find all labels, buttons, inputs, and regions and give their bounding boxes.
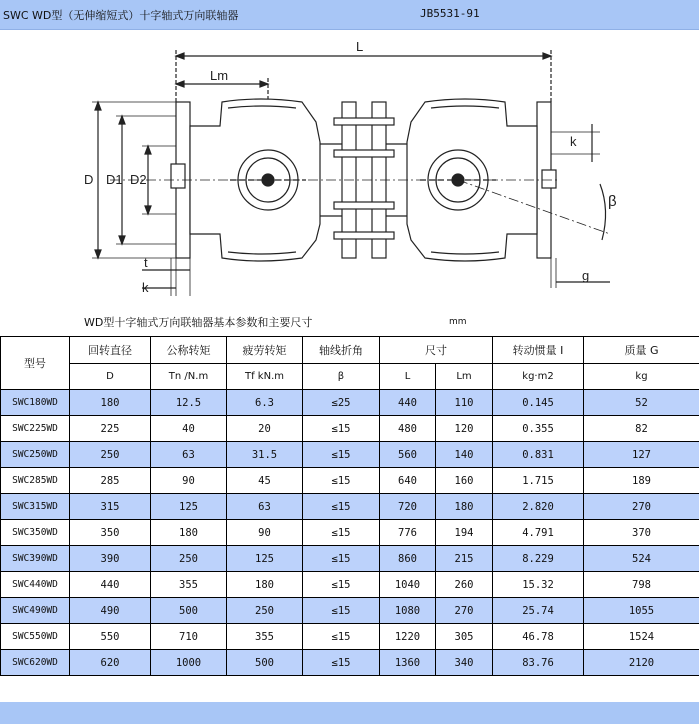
header-torque: 公称转矩 xyxy=(151,337,227,364)
table-caption: WD型十字轴式万向联轴器基本参数和主要尺寸 xyxy=(84,316,313,329)
value-cell: 1080 xyxy=(380,598,436,624)
model-cell: SWC350WD xyxy=(1,520,70,546)
value-cell: 440 xyxy=(70,572,151,598)
label-t: t xyxy=(144,255,148,270)
value-cell: 355 xyxy=(227,624,303,650)
table-row xyxy=(1,650,699,676)
value-cell: 20 xyxy=(227,416,303,442)
value-cell: 63 xyxy=(151,442,227,468)
header-fatigue-unit: Tf kN.m xyxy=(227,364,303,390)
arrow-icon xyxy=(543,53,551,59)
spec-table-body xyxy=(1,390,699,676)
value-cell: ≤15 xyxy=(303,650,380,676)
value-cell: 315 xyxy=(70,494,151,520)
value-cell: ≤15 xyxy=(303,416,380,442)
coupling-drawing xyxy=(70,34,630,300)
table-row xyxy=(1,390,699,416)
value-cell: 350 xyxy=(70,520,151,546)
header-fatigue: 疲劳转矩 xyxy=(227,337,303,364)
value-cell: ≤15 xyxy=(303,546,380,572)
coupling-diagram xyxy=(70,34,630,300)
value-cell: 550 xyxy=(70,624,151,650)
value-cell: ≤15 xyxy=(303,624,380,650)
value-cell: 52 xyxy=(584,390,699,416)
header-model: 型号 xyxy=(1,337,70,390)
value-cell: 285 xyxy=(70,468,151,494)
value-cell: 270 xyxy=(436,598,493,624)
label-k-right: k xyxy=(570,134,577,149)
model-cell: SWC180WD xyxy=(1,390,70,416)
value-cell: 560 xyxy=(380,442,436,468)
value-cell: 860 xyxy=(380,546,436,572)
value-cell: 180 xyxy=(151,520,227,546)
value-cell: 480 xyxy=(380,416,436,442)
value-cell: 1000 xyxy=(151,650,227,676)
value-cell: 524 xyxy=(584,546,699,572)
value-cell: ≤15 xyxy=(303,442,380,468)
header-rot-dia-unit: D xyxy=(70,364,151,390)
value-cell: 250 xyxy=(151,546,227,572)
table-row xyxy=(1,546,699,572)
value-cell: 250 xyxy=(227,598,303,624)
table-row xyxy=(1,416,699,442)
value-cell: 194 xyxy=(436,520,493,546)
value-cell: 125 xyxy=(151,494,227,520)
header-mass-unit: kg xyxy=(584,364,699,390)
value-cell: 0.355 xyxy=(493,416,584,442)
value-cell: 720 xyxy=(380,494,436,520)
model-cell: SWC620WD xyxy=(1,650,70,676)
header-size-L: L xyxy=(380,364,436,390)
value-cell: 31.5 xyxy=(227,442,303,468)
label-D2: D2 xyxy=(130,172,147,187)
value-cell: 2120 xyxy=(584,650,699,676)
value-cell: 390 xyxy=(70,546,151,572)
value-cell: 0.145 xyxy=(493,390,584,416)
value-cell: ≤15 xyxy=(303,468,380,494)
value-cell: 40 xyxy=(151,416,227,442)
value-cell: 15.32 xyxy=(493,572,584,598)
value-cell: 1055 xyxy=(584,598,699,624)
value-cell: 1360 xyxy=(380,650,436,676)
value-cell: 0.831 xyxy=(493,442,584,468)
value-cell: 1.715 xyxy=(493,468,584,494)
header-angle: 轴线折角 xyxy=(303,337,380,364)
header-size: 尺寸 xyxy=(380,337,493,364)
value-cell: 180 xyxy=(70,390,151,416)
value-cell: 90 xyxy=(227,520,303,546)
value-cell: 110 xyxy=(436,390,493,416)
value-cell: 12.5 xyxy=(151,390,227,416)
value-cell: 620 xyxy=(70,650,151,676)
value-cell: 4.791 xyxy=(493,520,584,546)
value-cell: ≤15 xyxy=(303,572,380,598)
table-row xyxy=(1,572,699,598)
value-cell: 25.74 xyxy=(493,598,584,624)
table-row xyxy=(1,468,699,494)
value-cell: ≤15 xyxy=(303,520,380,546)
table-row xyxy=(1,598,699,624)
header-size-Lm: Lm xyxy=(436,364,493,390)
value-cell: 500 xyxy=(227,650,303,676)
label-D: D xyxy=(84,172,94,187)
arrow-icon xyxy=(176,53,184,59)
value-cell: 490 xyxy=(70,598,151,624)
value-cell: 180 xyxy=(227,572,303,598)
value-cell: 90 xyxy=(151,468,227,494)
label-g: g xyxy=(582,268,590,283)
title-bar xyxy=(0,0,699,30)
value-cell: ≤25 xyxy=(303,390,380,416)
value-cell: 1220 xyxy=(380,624,436,650)
value-cell: 1040 xyxy=(380,572,436,598)
value-cell: 140 xyxy=(436,442,493,468)
value-cell: 83.76 xyxy=(493,650,584,676)
table-row xyxy=(1,624,699,650)
model-cell: SWC285WD xyxy=(1,468,70,494)
value-cell: 270 xyxy=(584,494,699,520)
value-cell: 215 xyxy=(436,546,493,572)
value-cell: 225 xyxy=(70,416,151,442)
model-cell: SWC250WD xyxy=(1,442,70,468)
label-Lm: Lm xyxy=(210,68,229,83)
footer-bar xyxy=(0,702,699,724)
label-k-left: k xyxy=(142,280,149,295)
table-row xyxy=(1,494,699,520)
label-beta: β xyxy=(608,193,617,210)
value-cell: 370 xyxy=(584,520,699,546)
value-cell: 710 xyxy=(151,624,227,650)
header-inertia: 转动惯量 I xyxy=(493,337,584,364)
value-cell: 180 xyxy=(436,494,493,520)
value-cell: 776 xyxy=(380,520,436,546)
model-cell: SWC225WD xyxy=(1,416,70,442)
value-cell: 340 xyxy=(436,650,493,676)
model-cell: SWC440WD xyxy=(1,572,70,598)
value-cell: 189 xyxy=(584,468,699,494)
label-D1: D1 xyxy=(106,172,123,187)
value-cell: ≤15 xyxy=(303,598,380,624)
value-cell: 260 xyxy=(436,572,493,598)
value-cell: 355 xyxy=(151,572,227,598)
value-cell: 120 xyxy=(436,416,493,442)
header-mass: 质量 G xyxy=(584,337,699,364)
value-cell: ≤15 xyxy=(303,494,380,520)
value-cell: 500 xyxy=(151,598,227,624)
value-cell: 127 xyxy=(584,442,699,468)
unit-label: mm xyxy=(449,317,467,327)
standard-code: JB5531-91 xyxy=(420,7,480,20)
page-title: SWC WD型（无伸缩短式）十字轴式万向联轴器 xyxy=(3,9,239,22)
value-cell: 8.229 xyxy=(493,546,584,572)
label-L: L xyxy=(356,39,364,54)
model-cell: SWC315WD xyxy=(1,494,70,520)
value-cell: 160 xyxy=(436,468,493,494)
value-cell: 45 xyxy=(227,468,303,494)
model-cell: SWC490WD xyxy=(1,598,70,624)
value-cell: 305 xyxy=(436,624,493,650)
spec-table xyxy=(0,336,699,676)
header-inertia-unit: kg·m2 xyxy=(493,364,584,390)
model-cell: SWC550WD xyxy=(1,624,70,650)
header-rot-dia: 回转直径 xyxy=(70,337,151,364)
value-cell: 798 xyxy=(584,572,699,598)
value-cell: 440 xyxy=(380,390,436,416)
value-cell: 2.820 xyxy=(493,494,584,520)
value-cell: 63 xyxy=(227,494,303,520)
value-cell: 1524 xyxy=(584,624,699,650)
header-torque-unit: Tn /N.m xyxy=(151,364,227,390)
value-cell: 6.3 xyxy=(227,390,303,416)
value-cell: 640 xyxy=(380,468,436,494)
value-cell: 46.78 xyxy=(493,624,584,650)
header-angle-unit: β xyxy=(303,364,380,390)
value-cell: 82 xyxy=(584,416,699,442)
value-cell: 250 xyxy=(70,442,151,468)
table-row xyxy=(1,442,699,468)
value-cell: 125 xyxy=(227,546,303,572)
table-row xyxy=(1,520,699,546)
model-cell: SWC390WD xyxy=(1,546,70,572)
